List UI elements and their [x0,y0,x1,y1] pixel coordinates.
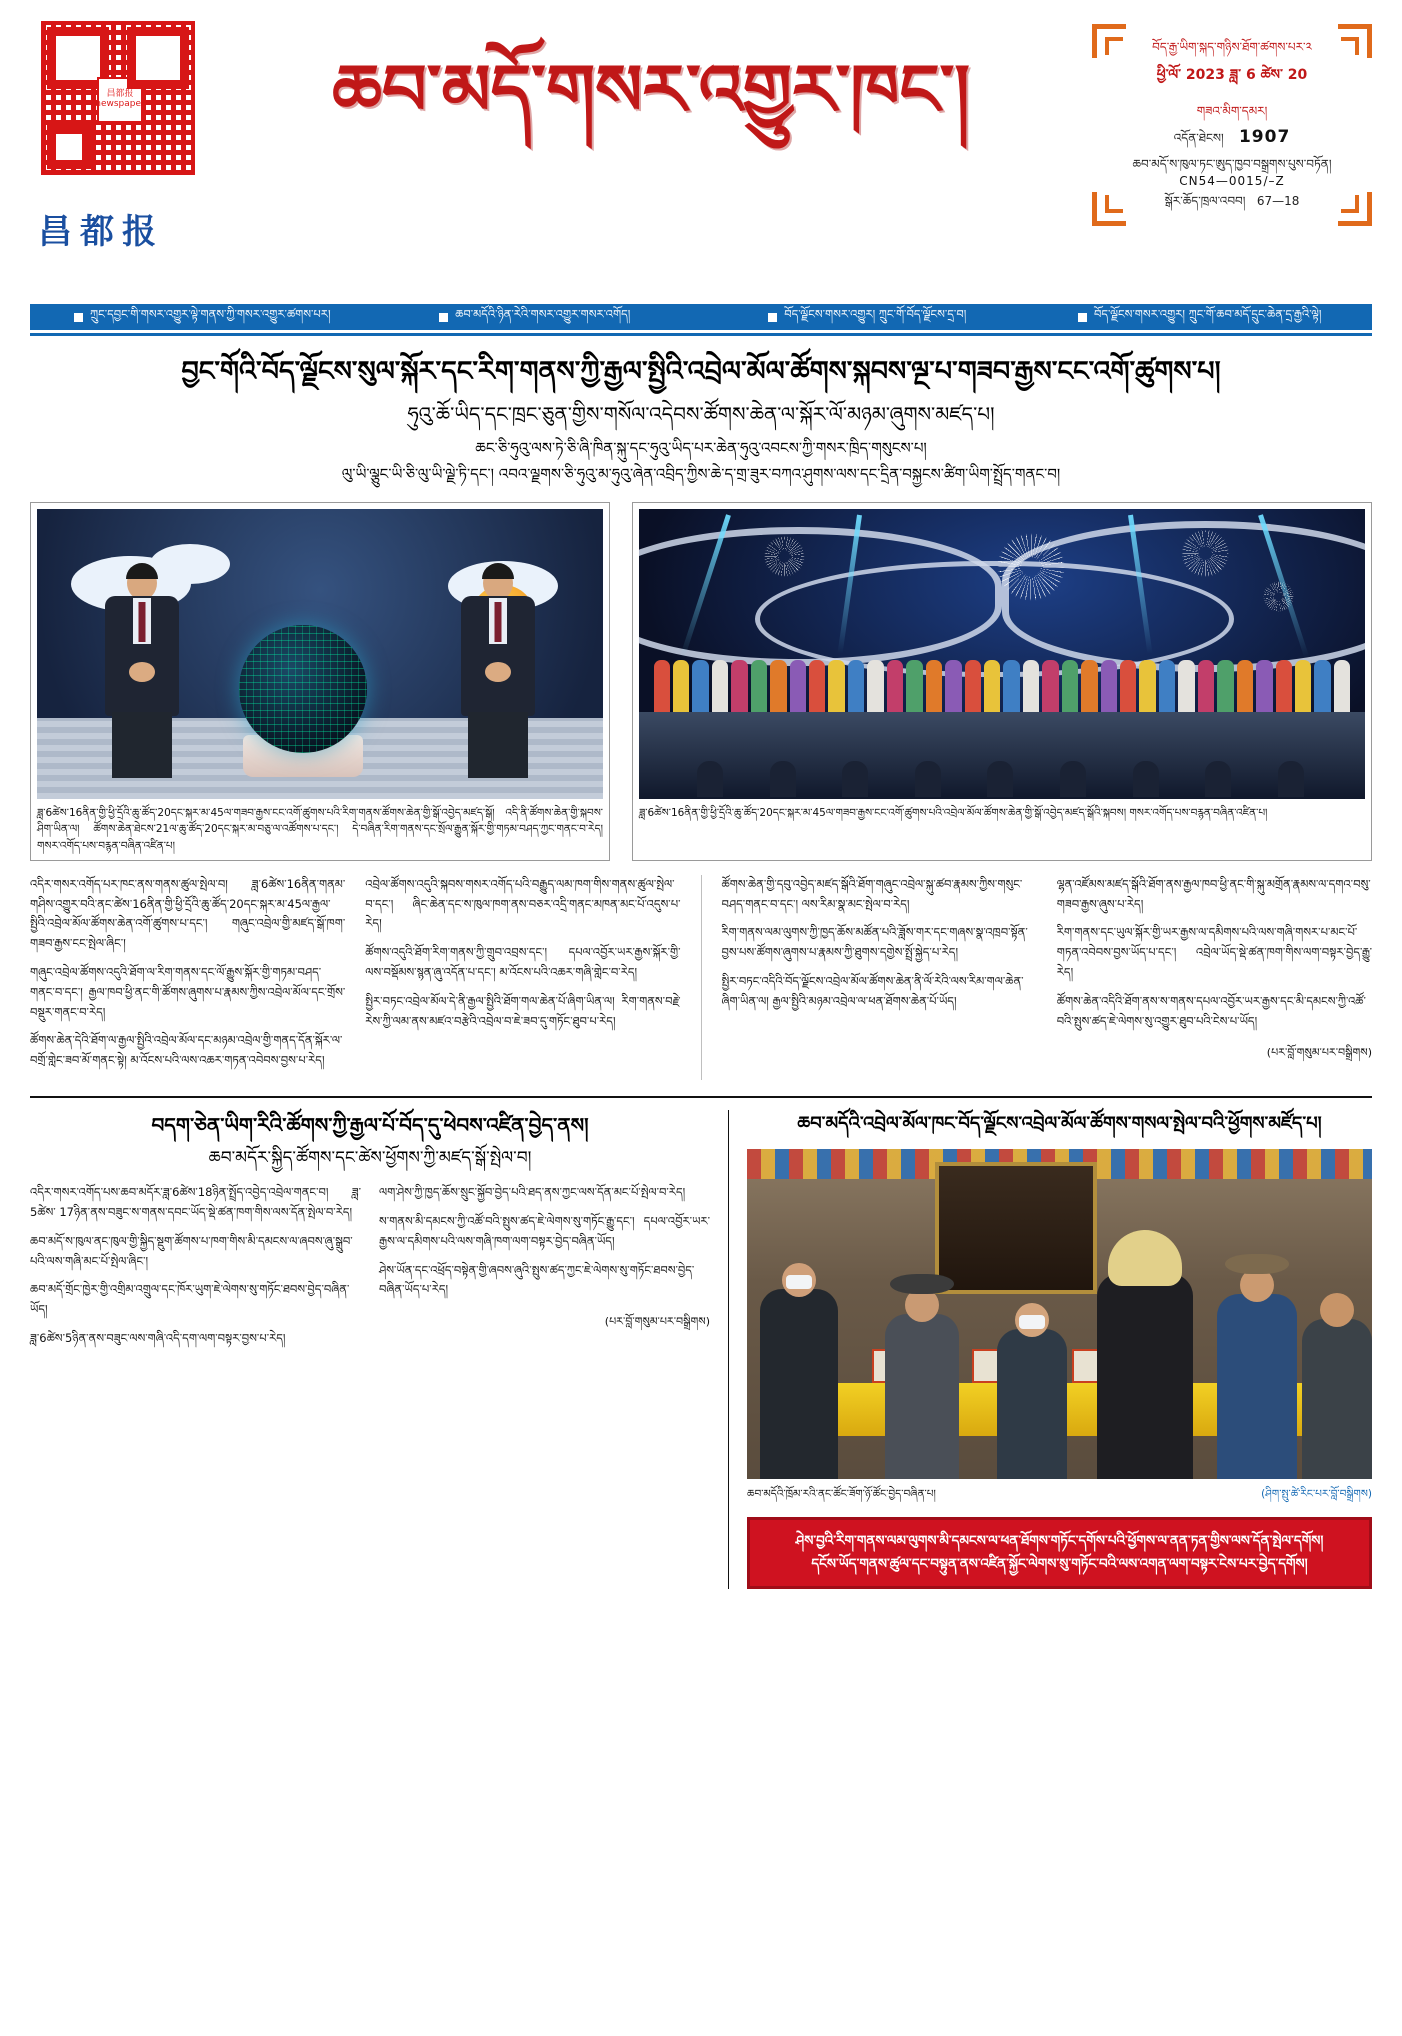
shopper-figure [1097,1274,1193,1479]
lower-right-article [728,1110,1372,1589]
paragraph: སྤྱིར་བཏང་འབྲེལ་མོལ་དེ་ནི་རྒྱལ་སྤྱིའི་ཐོག་གལ་ཆེན་པོ་ཞིག་ཡིན་ལ། རིག་གནས་བརྗེ་རེས་ཀྱི་ལམ་ནས་མཛའ་བརྩེའི་འབྲེལ་བ་ཇེ་ཟབ་དུ་གཏོང་ཐུབ་པ་རེད། [365,993,681,1028]
ornament-corner-icon [1338,192,1372,226]
paragraph: ཚོགས་ཆེན་གྱི་དབུ་འབྱེད་མཛད་སྒོའི་ཐོག་གཞུང་འབྲེལ་སྐུ་ཚབ་རྣམས་ཀྱིས་གསུང་བཤད་གནང་བ་དང་། ལས་རིམ་སྣ་མང་སྤེལ་བ་རེད། [721,876,1023,911]
price-label: སྒོར་ཆོད་ཁྲལ་འབབ། [1164,194,1246,209]
performer [712,660,728,720]
bullet-square-icon [439,313,448,322]
paragraph: འདིར་གསར་འགོད་པར་ཁང་ནས་གནས་ཚུལ་སྤེལ་བ། ཟླ་6ཚེས་16ནིན་གནམ་གཤིས་འགྱུར་བའི་ནང་ཚེས་16ནིན་གྱི་ཕྱི་དྲོའི་ཆུ་ཚོད་20དང་སྐར་མ་45ལ་རྒྱལ་སྤྱིའི་འབྲེལ་མོལ་ཚོགས་ཆེན་འགོ་ཚུགས་པ་དང་། གཞུང་འབྲེལ་གྱི་མཛད་སྒོ་ཁག་གཟབ་རྒྱས་ངང་སྤེལ་ཞིང་། [30,876,346,951]
page-title: ཆབ་མདོ་གསར་འགྱུར་ཁང་། [332,49,970,131]
performer [770,660,786,716]
qr-code-icon[interactable] [38,18,198,178]
performer [809,660,825,718]
article-column-3 [1057,875,1372,1080]
ornament-corner-icon [1338,24,1372,58]
performer [887,660,903,718]
hat-shape [1225,1254,1289,1274]
person-figure [455,566,541,776]
paragraph: ཚོགས་ཆེན་དེའི་ཐོག་ལ་རྒྱལ་སྤྱིའི་འབྲེལ་མོལ་དང་མཉམ་འབྲེལ་གྱི་གནད་དོན་སྐོར་ལ་བགྲོ་གླེང་ཟབ་མོ་གནང་སྟེ། མ་འོངས་པའི་ལས་འཆར་གཏན་འབེབས་བྱས་པ་རེད། [30,1033,343,1068]
bullet-square-icon [768,313,777,322]
paragraph: ཤེས་ཡོན་དང་འཕྲོད་བསྟེན་གྱི་ཞབས་ཞུའི་སྤུས་ཚད་ཀྱང་ཇེ་ལེགས་སུ་གཏོང་ཐབས་བྱེད་བཞིན་ཡོད་པ་རེད། [379,1262,695,1297]
hair-shape [126,563,158,579]
fireworks-stage-photo [639,509,1365,799]
shopper-figure [885,1314,959,1479]
performer [1256,660,1272,720]
hands-shape [129,662,155,682]
publisher: ཆབ་མདོ་ས་ཁུལ་ཏང་ཨུད་ཁྱབ་བསྒྲགས་པུས་བཏོན། [1132,157,1332,172]
photo-caption: ཆབ་མདོའི་ཁྲོམ་རའི་ནང་ཚོང་ཟོག་ཉོ་ཚོང་བྱེད་བཞིན་པ། [747,1487,936,1500]
issue-number: 1907 [1238,127,1291,147]
publication-date: ཕྱི་ལོ་ 2023 ཟླ་ 6 ཚེས་ 20 [1156,67,1308,83]
performer [1003,660,1019,716]
paragraph: ཟླ་6ཚེས་5ཉིན་ནས་བཟུང་ལས་གཞི་འདི་དག་ལག་བསྟར་བྱས་པ་རེད། [30,1330,286,1345]
article-column-0 [30,875,345,1080]
performer [1334,660,1350,720]
audience-figure [1133,761,1159,797]
paragraph: རིག་གནས་དང་ཡུལ་སྐོར་གྱི་ཡར་རྒྱས་ལ་དམིགས་པའི་ལས་གཞི་གསར་པ་མང་པོ་གཏན་འབེབས་བྱས་ཡོད་པ་དང་། འབྲེལ་ཡོད་སྡེ་ཚན་ཁག་གིས་ལག་བསྟར་བྱེད་རྒྱུ་རེད། [1056,925,1372,979]
performer [1159,660,1175,716]
secondary-headline: བདག་ཅེན་ཡིག་རིའི་ཚོགས་ཀྱི་རྒྱལ་པོ་བོད་དུ་ཕེབས་འཛིན་བྱེད་ནས། [151,1112,589,1137]
performer [1178,660,1194,720]
shopper-figure [997,1329,1067,1479]
performer [945,660,961,720]
performer [867,660,883,720]
firework-burst [1206,553,1207,554]
paragraph: སྤྱིར་བཏང་འདིའི་བོད་ལྗོངས་འབྲེལ་མོལ་ཚོགས་ཆེན་ནི་ལོ་རེའི་ལས་རིམ་གལ་ཆེན་ཞིག་ཡིན་ལ། རྒྱལ་སྤྱིའི་མཉམ་འབྲེལ་ལ་ཕན་ཐོགས་ཆེན་པོ་ཡོད། [721,974,1024,1008]
performer [1101,660,1117,720]
nav-item-label: བོད་ལྗོངས་གསར་འགྱུར། ཀྲུང་གོ་བོད་ལྗོངས་དྲ་བ། [784,306,967,321]
nav-item-label: བོད་ལྗོངས་གསར་འགྱུར། ཀྲུང་གོ་ཆབ་མདོ་དྲུང་ཆེན་དྲ་རྒྱའི་ལྟེ། [1094,306,1322,321]
performer [692,660,708,716]
slogan-line-2: དངོས་ཡོད་གནས་ཚུལ་དང་བསྟུན་ནས་འཛིན་སྐྱོང་ལེགས་སུ་གཏོང་བའི་ལས་འགན་ལག་བསྟར་ངེས་པར་བྱེད་དགོས། [811,1555,1308,1572]
cn-code: CN54—0015/–Z [1179,174,1285,189]
performer [848,660,864,716]
doorway-shape [935,1162,1098,1294]
language-note: བོད་རྒྱ་ཡིག་སྐད་གཉིས་ཐོག་ཚགས་པར་༢ [1152,40,1312,54]
paragraph: འབྲེལ་ཚོགས་འདུའི་སྐབས་གསར་འགོད་པའི་བརྒྱུད་ལམ་ཁག་གིས་གནས་ཚུལ་སྤེལ་བ་དང་། ཞིང་ཆེན་དང་ས་ཁུལ་ཁག་ནས་བཅར་འདྲི་གནང་མཁན་མང་པོ་འདུས་པ་རེད། [365,876,681,931]
tie-shape [139,602,146,642]
weekday: གཟའ་མིག་དམར། [1196,104,1268,118]
secondary-subheadline: ཆབ་མདོར་སྐྱིད་ཚོགས་དང་ཚེས་ཕྱོགས་ཀྱི་མཛད་སྒོ་སྤེལ་བ། [208,1147,532,1168]
person-figure [99,566,185,776]
lower-left-article [30,1110,710,1589]
shopper-figure [1302,1319,1372,1479]
article-column-1 [365,875,680,1080]
nav-item-label: ཀྲུང་དབྱང་གི་གསར་འགྱུར་ལྟེ་གནས་ཀྱི་གསར་འགྱུར་ཚགས་པར། [90,306,331,321]
paragraph: འདིར་གསར་འགོད་པས་ཆབ་མདོར་ཟླ་6ཚེས་18ཉིན་སྤྲོད་འབྱེད་འབྲེལ་གནང་བ། ཟླ་5ཚེས་ 17ཉིན་ནས་བཟུང་ས་གནས་དབང་ཡོད་སྡེ་ཚན་ཁག་གིས་ལས་དོན་སྤེལ་བ་རེད། [30,1185,361,1220]
performer [1042,660,1058,718]
market-stall-photo [747,1149,1372,1479]
qr-finder-icon [47,125,91,169]
photo-caption: ཟླ་6ཚེས་16ནིན་གྱི་ཕྱི་དྲོའི་ཆུ་ཚོད་20དང་སྐར་མ་45ལ་གཟབ་རྒྱས་ངང་འགོ་ཚུགས་པའི་འབྲེལ་མོལ་ཚོགས་ཆེན་གྱི་སྒོ་འབྱེད་མཛད་སྒོའི་སྐབས། གསར་འགོད་པས་བརྙན་བཞིན་འཛིན་པ། [639,807,1268,820]
qr-block [30,18,210,253]
face-mask-icon [1019,1315,1045,1329]
opening-ceremony-photo [37,509,603,799]
audience-figure [770,761,796,797]
shopper-figure [760,1289,838,1479]
lower-column-1 [379,1183,710,1357]
paragraph: གཞུང་འབྲེལ་ཚོགས་འདུའི་ཐོག་ལ་རིག་གནས་དང་ལོ་རྒྱུས་སྐོར་གྱི་གཏམ་བཤད་གནང་བ་དང་། རྒྱལ་ཁབ་ཕྱི་ནང་གི་ཚོགས་ཞུགས་པ་རྣམས་ཀྱིས་འབྲེལ་མོལ་དང་གྲོས་བསྡུར་གནང་བ་རེད། [30,965,346,1019]
performer [965,660,981,718]
paragraph: ཚོགས་ཆེན་འདིའི་ཐོག་ནས་ས་གནས་དཔལ་འབྱོར་ཡར་རྒྱས་དང་མི་དམངས་ཀྱི་འཚོ་བའི་སྤུས་ཚད་ཇེ་ལེགས་སུ་འགྱུར་ཐུབ་པའི་ངེས་པ་ཡོད། [1056,993,1366,1028]
firework-burst [785,556,786,557]
audience-figure [842,761,868,797]
performer [926,660,942,716]
publication-info-box [1092,24,1372,226]
audience-area [639,712,1365,799]
byline: (པར་བློ་གསུམ་པར་བསྒྲིགས) [1266,1046,1372,1060]
section-divider [30,1096,1372,1098]
subheadline-2: ཆང་ཅི་ཧུའུ་ལས་ཏེ་ཅི་ཞི་ཁིན་སྐུ་དང་ཧུའུ་ཡིད་པར་ཆེན་ཧུའུ་འབངས་ཀྱི་གསར་ཁྲིད་གསུངས་པ། [475,439,927,458]
face-mask-icon [786,1275,812,1289]
paragraph: ཚོགས་འདུའི་ཐོག་རིག་གནས་ཀྱི་གྲུབ་འབྲས་དང་། དཔལ་འབྱོར་ཡར་རྒྱས་སྐོར་གྱི་ལས་བསྡོམས་སྙན་ཞུ་འདོན་པ་དང་། མ་འོངས་པའི་འཆར་གཞི་གླེང་བ་རེད། [365,945,681,979]
firework-burst [1278,597,1279,598]
performer [1314,660,1330,716]
hands-shape [485,662,511,682]
paragraph: ཆབ་མདོ་ས་ཁུལ་ནང་ཁུལ་གྱི་སྐྱིད་སྡུག་ཚོགས་པ་ཁག་གིས་མི་དམངས་ལ་ཞབས་ཞུ་སྒྲུབ་པའི་ལས་གཞི་མང་པོ་སྤེལ་ཞིང་། [30,1233,353,1268]
price-value: 67—18 [1256,194,1300,209]
nav-item-3[interactable] [1034,301,1367,334]
paragraph: ས་གནས་མི་དམངས་ཀྱི་འཚོ་བའི་སྤུས་ཚད་ཇེ་ལེགས་སུ་གཏོང་རྒྱུ་དང་། དཔལ་འབྱོར་ཡར་རྒྱས་ལ་དམིགས་པའི་ལས་གཞི་ཁག་ལག་བསྟར་བྱེད་བཞིན་ཡོད། [379,1214,710,1248]
main-headline: བྱང་གོའི་བོད་ལྗོངས་སུལ་སྐོར་དང་རིག་གནས་ཀྱི་རྒྱལ་སྤྱིའི་འབྲེལ་མོལ་ཚོགས་སྐབས་ལྔ་པ་གཟབ་རྒྱས་ངང་འགོ་ཚུགས་པ། [181,356,1221,387]
performer [1237,660,1253,716]
hair-shape [482,563,514,579]
masthead [30,0,1372,300]
photo-frame-left [30,502,610,861]
headline-zone [30,336,1372,492]
subheadline-3: ལུ་ཡི་ལྕུང་ཡི་ཅི་ལུ་ཡི་ལྗེ་ཏི་དང་། འབའ་ལྗགས་ཅི་ཧུའུ་མ་ཧུའུ་ཞེན་འབྲིད་ཀྱིས་ཆེ་ད་གྲ་ཟུར་བཀའ་ཤུགས་ལས་དང་དྲིན་བསྐྱངས་ཚིག་ཡིག་སྤྲོད་གནང་བ། [341,465,1061,484]
paragraph: ལྷན་འཛོམས་མཛད་སྒོའི་ཐོག་ནས་རྒྱལ་ཁབ་ཕྱི་ནང་གི་སྐུ་མགྲོན་རྣམས་ལ་དགའ་བསུ་གཟབ་རྒྱས་ཞུས་པ་རེད། [1056,876,1371,911]
section-nav-bar [30,304,1372,330]
firework-burst [1031,567,1033,569]
audience-figure [1060,761,1086,797]
bullet-square-icon [1078,313,1087,322]
head-shape [1320,1293,1354,1327]
performer [790,660,806,720]
title-block [210,18,1092,129]
ornament-corner-icon [1092,192,1126,226]
legs-shape [468,712,528,778]
slogan-line-1: ཤེས་བྱའི་རིག་གནས་ལམ་ལུགས་མི་དམངས་ལ་ཕན་ཐོགས་གཏོང་དགོས་པའི་ཕྱོགས་ལ་ནན་ཏན་གྱིས་ལས་དོན་སྤེལ་དགོས། [795,1532,1324,1549]
performer [1276,660,1292,718]
hat-shape [890,1274,954,1294]
tie-shape [494,602,501,642]
audience-figure [1205,761,1231,797]
performer [731,660,747,718]
legs-shape [112,712,172,778]
photo-credit: (ཤིག་སྤུ་ཚེ་རིང་པར་བློ་བསྒྲིགས) [1261,1487,1372,1500]
audience-figure [915,761,941,797]
paragraph: ལག་ཤེས་ཀྱི་ཁྱད་ཆོས་སྲུང་སྐྱོབ་བྱེད་པའི་ཐད་ནས་ཀྱང་ལས་དོན་མང་པོ་སྤེལ་བ་རེད། [379,1185,686,1200]
performer [1120,660,1136,718]
performer [654,660,670,718]
audience-figure [987,761,1013,797]
photo-caption: ཟླ་6ཚེས་16ནིན་གྱི་ཕྱི་དྲོའི་ཆུ་ཚོད་20དང་སྐར་མ་45ལ་གཟབ་རྒྱས་ངང་འགོ་ཚུགས་པའི་རིག་གནས་ཚོགས་ཆེན་གྱི་སྒོ་འབྱེད་མཛད་སྒོ། འདི་ནི་ཚོགས་ཆེན་གྱི་སྐབས་ཤིག་ཡིན་ལ། ཚོགས་ཆེན་ཐེངས་21ལ་ཆུ་ཚོད་20དང་སྐར་མ་བཅུ་ལ་འཚོགས་པ་དང་། དེ་བཞིན་རིག་གནས་དང་སྲོལ་རྒྱུན་སྐོར་གྱི་གཏམ་བཤད་ཀྱང་གནང་བ་རེད། གསར་འགོད་པས་བརྙན་བཞིན་འཛིན་པ། [37,807,603,852]
qr-center-label: 昌都报 newspaper [97,77,143,123]
led-globe-prop [239,625,367,753]
lower-left-columns [30,1183,710,1357]
byline: (པར་བློ་གསུམ་པར་བསྒྲིགས) [604,1315,710,1329]
lower-section [30,1110,1372,1589]
photo-row [30,502,1372,861]
photo-caption-row [747,1486,1372,1503]
issue-label: འདོན་ཐེངས། [1173,131,1224,145]
audience-figure [1278,761,1304,797]
slogan-banner [747,1517,1372,1589]
paragraph: རིག་གནས་ལམ་ལུགས་ཀྱི་ཁྱད་ཆོས་མཚོན་པའི་ཟློས་གར་དང་གཞས་སྣ་འཁྲབ་སྟོན་བྱས་པས་ཚོགས་ཞུགས་པ་རྣམས་ཀྱི་ཐུགས་དགྱེས་སྤྲོ་སྐྱེད་པ་རེད། [721,925,1028,960]
nav-item-1[interactable] [369,301,702,334]
chinese-paper-name: 昌都报 [38,212,164,252]
bullet-square-icon [74,313,83,322]
column-divider [701,875,702,1080]
article-column-2 [722,875,1037,1080]
photo-frame-right [632,502,1372,861]
performer [1023,660,1039,720]
performer [1081,660,1097,716]
performer [1198,660,1214,718]
nav-item-0[interactable] [36,301,369,334]
ornament-corner-icon [1092,24,1126,58]
nav-item-label: ཆབ་མདོའི་ཉིན་རེའི་གསར་འགྱུར་གསར་འགོད། [455,306,631,321]
lower-column-0 [30,1183,361,1357]
shopper-figure [1217,1294,1297,1479]
paragraph: ཆབ་མདོ་གྲོང་ཁྱེར་གྱི་འགྲིམ་འགྲུལ་དང་ཁོར་ཡུག་ཇེ་ལེགས་སུ་གཏོང་ཐབས་བྱེད་བཞིན་ཡོད། [30,1282,350,1317]
subheadline-1: ཧུའུ་ཆོ་ཡིད་དང་ཁྲང་ཅུན་གྱིས་གསོལ་འདེབས་ཚོགས་ཆེན་ལ་སྐོར་ལོ་མཉམ་ཞུགས་མཛད་པ། [407,402,995,427]
audience-figure [697,761,723,797]
tertiary-headline: ཆབ་མདོའི་འབྲེལ་མོལ་ཁང་བོད་ལྗོངས་འབྲེལ་མོལ་ཚོགས་གསལ་སྤེལ་བའི་ཕྱོགས་མཛོད་པ། [797,1112,1322,1134]
nav-item-2[interactable] [701,301,1034,334]
article-columns [30,875,1372,1090]
